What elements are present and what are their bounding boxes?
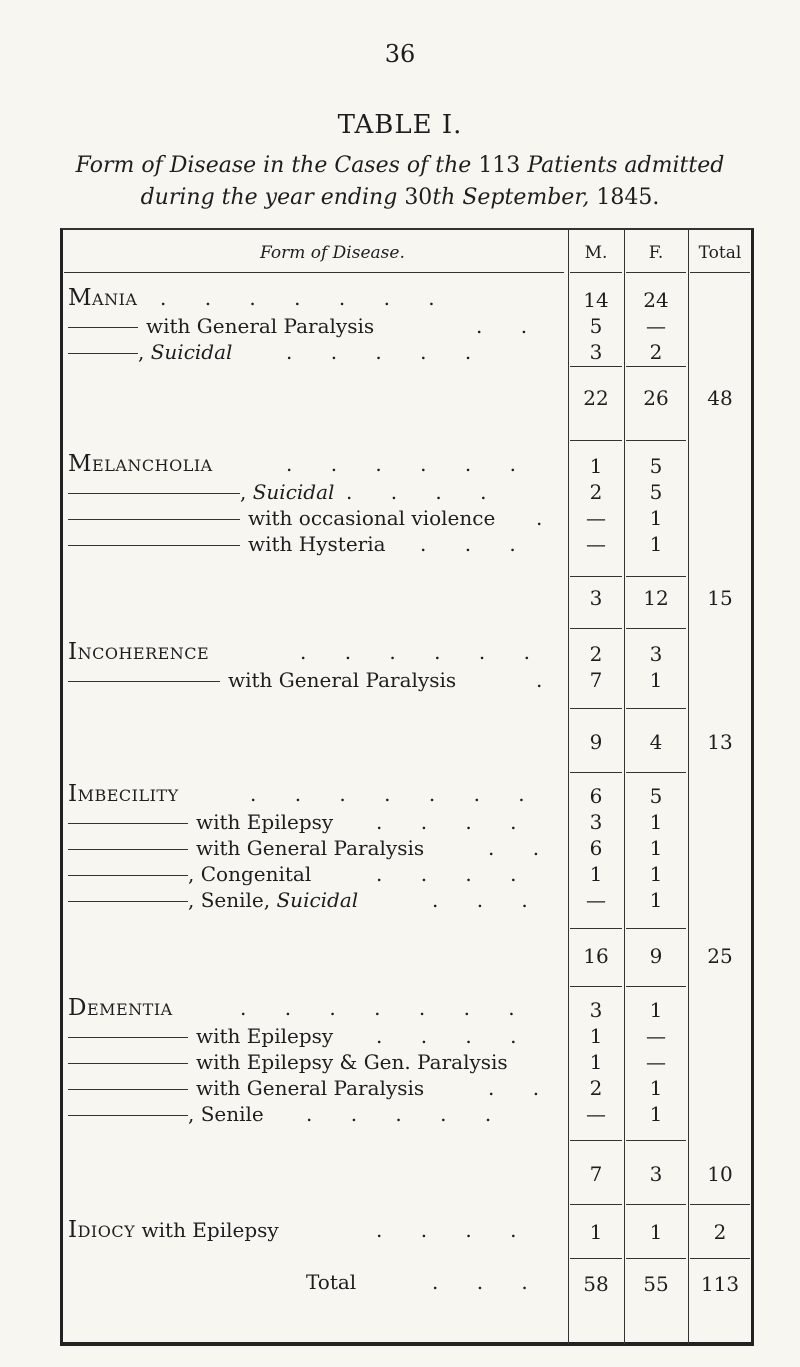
subtotal-rule xyxy=(570,1204,622,1205)
female-count: 1 xyxy=(649,836,663,860)
female-count: 1 xyxy=(649,506,663,530)
header-female: F. xyxy=(648,243,664,263)
subtotal-male: 22 xyxy=(583,386,609,410)
disease-row: , Suicidal xyxy=(68,480,334,504)
header-disease: Form of Disease. xyxy=(260,243,405,263)
subtotal-rule xyxy=(570,708,622,709)
subtotal-rule xyxy=(570,628,622,629)
group-total: 13 xyxy=(707,730,733,754)
male-count: 2 xyxy=(589,480,603,504)
male-count: 1 xyxy=(589,1050,603,1074)
caption-number: 30 xyxy=(404,185,433,210)
male-count: 3 xyxy=(589,998,603,1022)
male-count: 6 xyxy=(589,836,603,860)
subtotal-rule xyxy=(690,1204,750,1205)
leader-dots: . . . . xyxy=(376,862,533,886)
page-number: 36 xyxy=(384,40,416,68)
subtotal-female: 9 xyxy=(649,944,663,968)
total-rule xyxy=(690,1258,750,1259)
header-rule xyxy=(570,272,622,273)
row-label: Senile, xyxy=(200,888,271,912)
leader-dots: . . . . xyxy=(346,480,503,504)
subtotal-rule xyxy=(570,1140,622,1141)
row-label: Suicidal xyxy=(252,480,335,504)
group-total: 2 xyxy=(713,1220,727,1244)
header-male: M. xyxy=(584,243,608,263)
leader-dots: . . xyxy=(488,1076,556,1100)
disease-row: , Senile, Suicidal xyxy=(68,888,358,912)
male-count: 1 xyxy=(589,1024,603,1048)
disease-row xyxy=(68,1024,333,1048)
disease-row xyxy=(68,506,495,530)
male-count: 3 xyxy=(589,340,603,364)
group-name-idiocy: Idiocy xyxy=(68,1217,136,1243)
grand-total: 113 xyxy=(700,1272,740,1296)
subtotal-rule xyxy=(570,928,622,929)
subtotal-male: 9 xyxy=(589,730,603,754)
disease-row xyxy=(68,1076,424,1100)
subtotal-rule xyxy=(626,576,686,577)
male-count: 6 xyxy=(589,784,603,808)
row-label: with Hysteria xyxy=(248,532,386,556)
row-label: Suicidal xyxy=(150,340,233,364)
subtotal-male: 16 xyxy=(583,944,609,968)
female-count: — xyxy=(646,314,666,338)
table-title: TABLE I. xyxy=(337,110,463,140)
row-label: with General Paralysis xyxy=(146,314,375,338)
header-total: Total xyxy=(698,243,742,263)
leader-dots: . . . . . . xyxy=(286,452,532,476)
caption-text: Form of Disease in the Cases of the xyxy=(75,153,472,178)
leader-dots: . . . xyxy=(432,888,544,912)
row-label: with General Paralysis xyxy=(196,836,425,860)
row-label: with Epilepsy xyxy=(141,1218,279,1242)
subtotal-rule xyxy=(570,366,622,367)
leader-dots: . . . . . . xyxy=(300,640,546,664)
group-total: 10 xyxy=(707,1162,733,1186)
group-total: 48 xyxy=(707,386,733,410)
leader-dots: . . . xyxy=(420,532,532,556)
subtotal-rule xyxy=(626,628,686,629)
male-count: 2 xyxy=(589,642,603,666)
leader-dots: . xyxy=(536,668,559,692)
leader-dots: . . xyxy=(488,836,556,860)
row-label: with Epilepsy xyxy=(196,1024,334,1048)
male-count: 1 xyxy=(589,862,603,886)
subtotal-rule xyxy=(570,440,622,441)
group-name-imbecility: Imbecility xyxy=(68,781,179,807)
header-rule xyxy=(690,272,750,273)
leader-dots: . . . . xyxy=(376,1024,533,1048)
subtotal-male: 3 xyxy=(589,586,603,610)
male-count: 14 xyxy=(583,288,609,312)
group-total: 25 xyxy=(707,944,733,968)
caption-text: Patients admitted xyxy=(527,153,725,178)
female-count: 24 xyxy=(643,288,669,312)
disease-row: , Congenital xyxy=(68,862,311,886)
subtotal-male: 7 xyxy=(589,1162,603,1186)
disease-row xyxy=(68,314,374,338)
subtotal-rule xyxy=(626,986,686,987)
female-count: 1 xyxy=(649,810,663,834)
row-label: Senile xyxy=(200,1102,264,1126)
leader-dots: . . . xyxy=(432,1270,544,1294)
leader-dots: . . . . xyxy=(376,1218,533,1242)
leader-dots: . . . . . xyxy=(306,1102,508,1126)
male-count: 1 xyxy=(589,454,603,478)
caption-year: 1845. xyxy=(596,185,660,210)
row-label: with occasional violence xyxy=(248,506,496,530)
male-count: — xyxy=(586,888,606,912)
subtotal-rule xyxy=(626,708,686,709)
subtotal-rule xyxy=(570,576,622,577)
male-count: 3 xyxy=(589,810,603,834)
subtotal-rule xyxy=(626,1204,686,1205)
disease-row xyxy=(68,532,386,556)
group-total: 15 xyxy=(707,586,733,610)
grand-total-label: Total xyxy=(306,1270,357,1294)
caption-text: th September, xyxy=(432,185,590,210)
disease-row xyxy=(68,668,456,692)
group-name-mania: Mania xyxy=(68,285,138,311)
total-rule xyxy=(626,1258,686,1259)
disease-row: , Suicidal xyxy=(68,340,232,364)
disease-row xyxy=(68,1050,508,1074)
row-label: Congenital xyxy=(200,862,312,886)
female-count: — xyxy=(646,1050,666,1074)
female-count: 1 xyxy=(649,1220,663,1244)
disease-row: , Senile xyxy=(68,1102,264,1126)
subtotal-rule xyxy=(626,772,686,773)
male-count: — xyxy=(586,1102,606,1126)
male-count: 2 xyxy=(589,1076,603,1100)
subtotal-rule xyxy=(626,1140,686,1141)
group-name-incoherence: Incoherence xyxy=(68,639,210,665)
female-count: 1 xyxy=(649,888,663,912)
disease-row xyxy=(68,836,424,860)
caption-text: during the year ending xyxy=(140,185,398,210)
female-count: 1 xyxy=(649,998,663,1022)
row-label: with General Paralysis xyxy=(196,1076,425,1100)
male-count: — xyxy=(586,532,606,556)
leader-dots: . . . . . . . xyxy=(240,996,531,1020)
leader-dots: . . . . . xyxy=(286,340,488,364)
female-count: 3 xyxy=(649,642,663,666)
row-label: with Epilepsy xyxy=(196,810,334,834)
grand-total-female: 55 xyxy=(643,1272,669,1296)
disease-row xyxy=(68,810,333,834)
female-count: 5 xyxy=(649,784,663,808)
group-name-melancholia: Melancholia xyxy=(68,451,213,477)
female-count: 1 xyxy=(649,1102,663,1126)
header-rule xyxy=(64,272,564,273)
male-count: 7 xyxy=(589,668,603,692)
table-caption xyxy=(40,150,760,214)
subtotal-rule xyxy=(626,366,686,367)
leader-dots: . . . . xyxy=(376,810,533,834)
leader-dots: . . xyxy=(476,314,544,338)
subtotal-female: 12 xyxy=(643,586,669,610)
leader-dots: . . . . . . . xyxy=(250,782,541,806)
row-label-italic: Suicidal xyxy=(276,888,359,912)
header-rule xyxy=(626,272,686,273)
subtotal-rule xyxy=(626,928,686,929)
subtotal-rule xyxy=(570,986,622,987)
column-divider xyxy=(688,230,689,1344)
female-count: 1 xyxy=(649,1076,663,1100)
male-count: 1 xyxy=(589,1220,603,1244)
female-count: 1 xyxy=(649,862,663,886)
female-count: 1 xyxy=(649,532,663,556)
grand-total-male: 58 xyxy=(583,1272,609,1296)
female-count: — xyxy=(646,1024,666,1048)
female-count: 5 xyxy=(649,454,663,478)
subtotal-rule xyxy=(570,772,622,773)
female-count: 2 xyxy=(649,340,663,364)
subtotal-female: 4 xyxy=(649,730,663,754)
female-count: 5 xyxy=(649,480,663,504)
leader-dots: . xyxy=(536,506,559,530)
male-count: — xyxy=(586,506,606,530)
disease-row xyxy=(68,1218,279,1242)
subtotal-rule xyxy=(626,440,686,441)
subtotal-female: 3 xyxy=(649,1162,663,1186)
row-label: with General Paralysis xyxy=(228,668,457,692)
subtotal-female: 26 xyxy=(643,386,669,410)
leader-dots: . . . . . . . xyxy=(160,286,451,310)
caption-number: 113 xyxy=(478,153,521,178)
total-rule xyxy=(570,1258,622,1259)
row-label: with Epilepsy & Gen. Paralysis xyxy=(196,1050,508,1074)
female-count: 1 xyxy=(649,668,663,692)
male-count: 5 xyxy=(589,314,603,338)
group-name-dementia: Dementia xyxy=(68,995,173,1021)
